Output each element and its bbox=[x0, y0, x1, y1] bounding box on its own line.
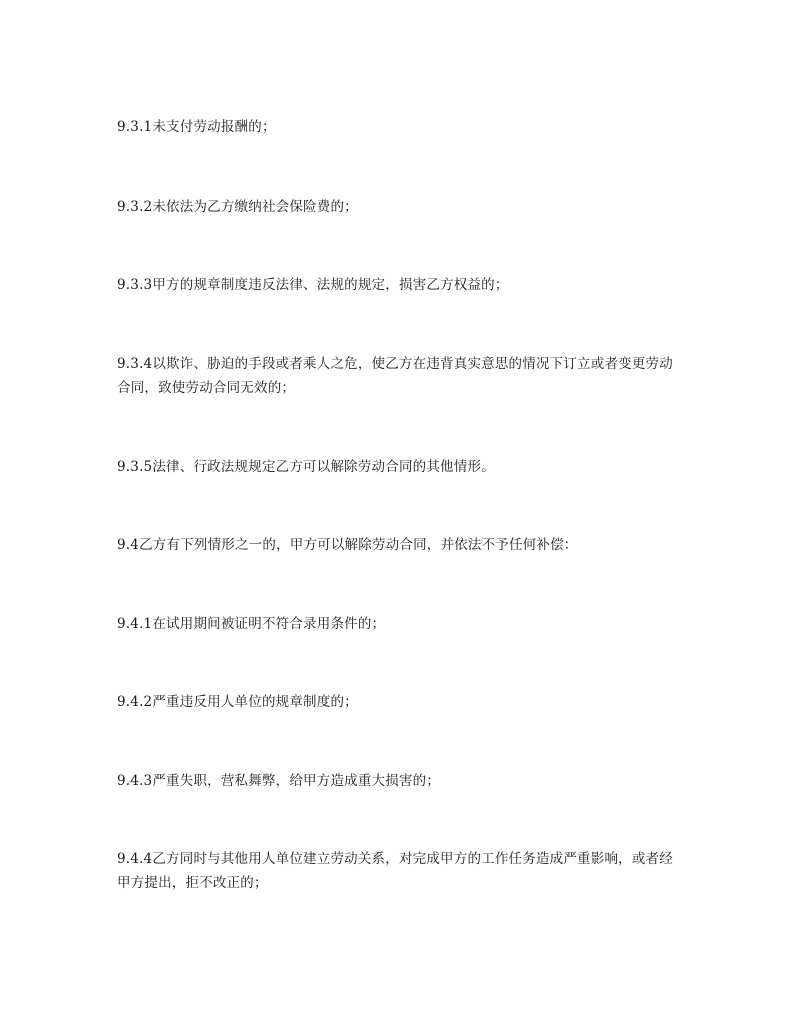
clause-9-4: 9.4乙方有下列情形之一的，甲方可以解除劳动合同，并依法不予任何补偿： bbox=[117, 537, 578, 553]
clause-9-3-1: 9.3.1未支付劳动报酬的； bbox=[117, 119, 276, 135]
clause-9-3-2: 9.3.2未依法为乙方缴纳社会保险费的； bbox=[117, 199, 358, 215]
clause-9-3-4: 9.3.4以欺诈、胁迫的手段或者乘人之危，使乙方在违背真实意思的情况下订立或者变更劳动合同，致使劳动合同无效的； bbox=[117, 356, 673, 396]
clause-9-3-3: 9.3.3甲方的规章制度违反法律、法规的规定，损害乙方权益的； bbox=[117, 277, 509, 293]
clause-9-4-1: 9.4.1在试用期间被证明不符合录用条件的； bbox=[117, 616, 386, 632]
clause-9-4-4: 9.4.4乙方同时与其他用人单位建立劳动关系，对完成甲方的工作任务造成严重影响，或者经甲方提出，拒不改正的； bbox=[117, 851, 673, 891]
clause-9-4-2: 9.4.2严重违反用人单位的规章制度的； bbox=[117, 694, 358, 710]
clause-9-3-5: 9.3.5法律、行政法规规定乙方可以解除劳动合同的其他情形。 bbox=[117, 459, 495, 475]
clause-9-4-3: 9.4.3严重失职，营私舞弊，给甲方造成重大损害的； bbox=[117, 773, 441, 789]
